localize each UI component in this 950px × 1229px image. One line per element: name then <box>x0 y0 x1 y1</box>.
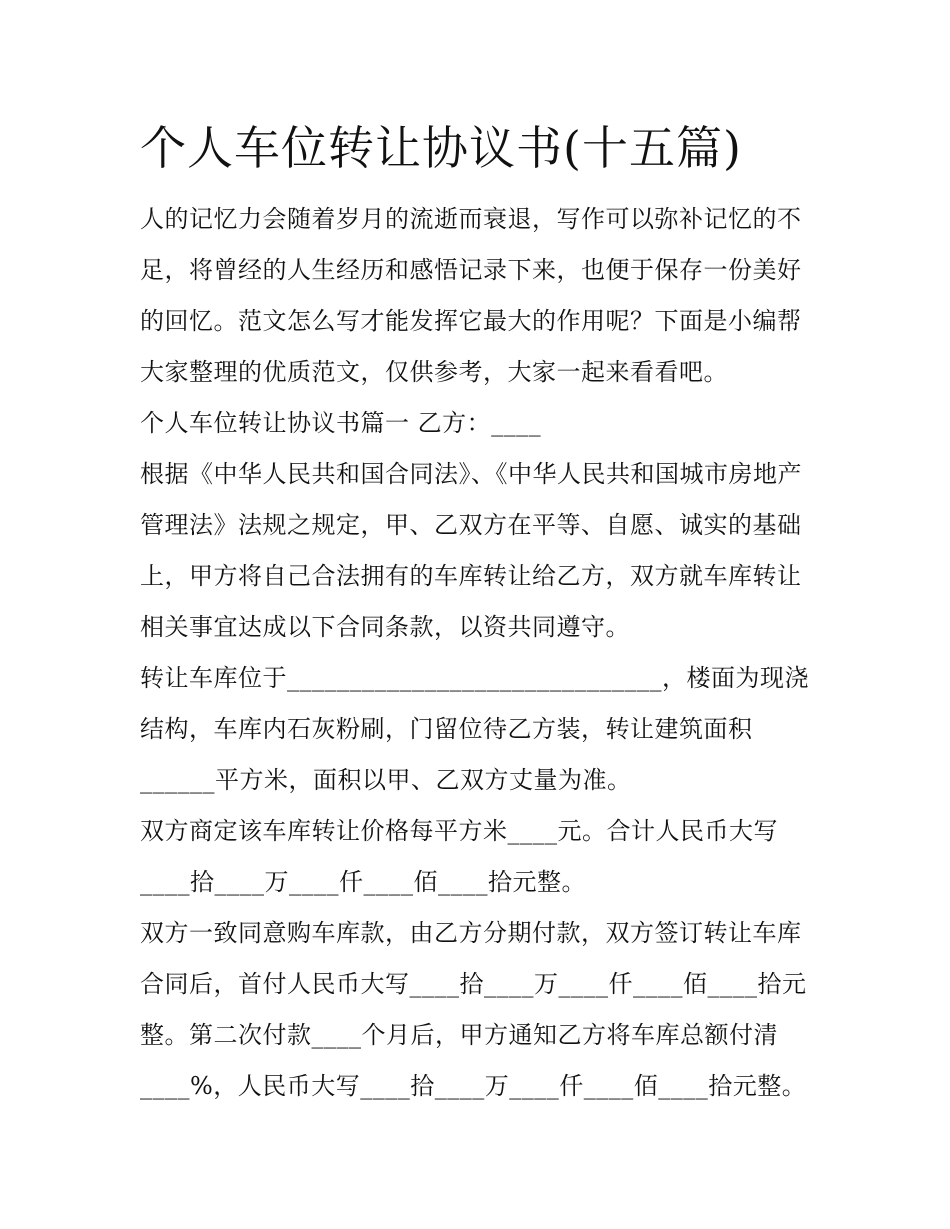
document-page <box>140 112 820 1112</box>
paragraph-garage-location: 转让车库位于______________________________，楼面为现浇结构，车库内石灰粉刷，门留位待乙方装，转让建筑面积______平方米，面积以甲、乙双方丈量为准。 <box>140 664 809 794</box>
paragraph-section-heading: 个人车位转让协议书篇一 乙方：____ <box>140 409 542 437</box>
paragraph-intro: 人的记忆力会随着岁月的流逝而衰退，写作可以弥补记忆的不足，将曾经的人生经历和感悟记录下来，也便于保存一份美好的回忆。范文怎么写才能发挥它最大的作用呢？下面是小编帮大家整理的优质范文，仅供参考，大家一起来看看吧。 <box>140 205 802 386</box>
paragraph-price: 双方商定该车库转让价格每平方米____元。合计人民币大写____拾____万____仟____佰____拾元整。 <box>140 817 778 896</box>
paragraph-legal-basis: 根据《中华人民共和国合同法》、《中华人民共和国城市房地产管理法》法规之规定，甲、乙双方在平等、自愿、诚实的基础上，甲方将自己合法拥有的车库转让给乙方，双方就车库转让相关事宜达成以下合同条款，以资共同遵守。 <box>140 460 802 641</box>
document-title: 个人车位转让协议书(十五篇) <box>140 121 742 175</box>
paragraph-payment: 双方一致同意购车库款，由乙方分期付款，双方签订转让车库合同后，首付人民币大写____拾____万____仟____佰____拾元整。第二次付款____个月后，甲方通知乙方将车库总额付清____%，人民币大写____拾____万____仟____佰____拾元整。 <box>140 919 807 1100</box>
